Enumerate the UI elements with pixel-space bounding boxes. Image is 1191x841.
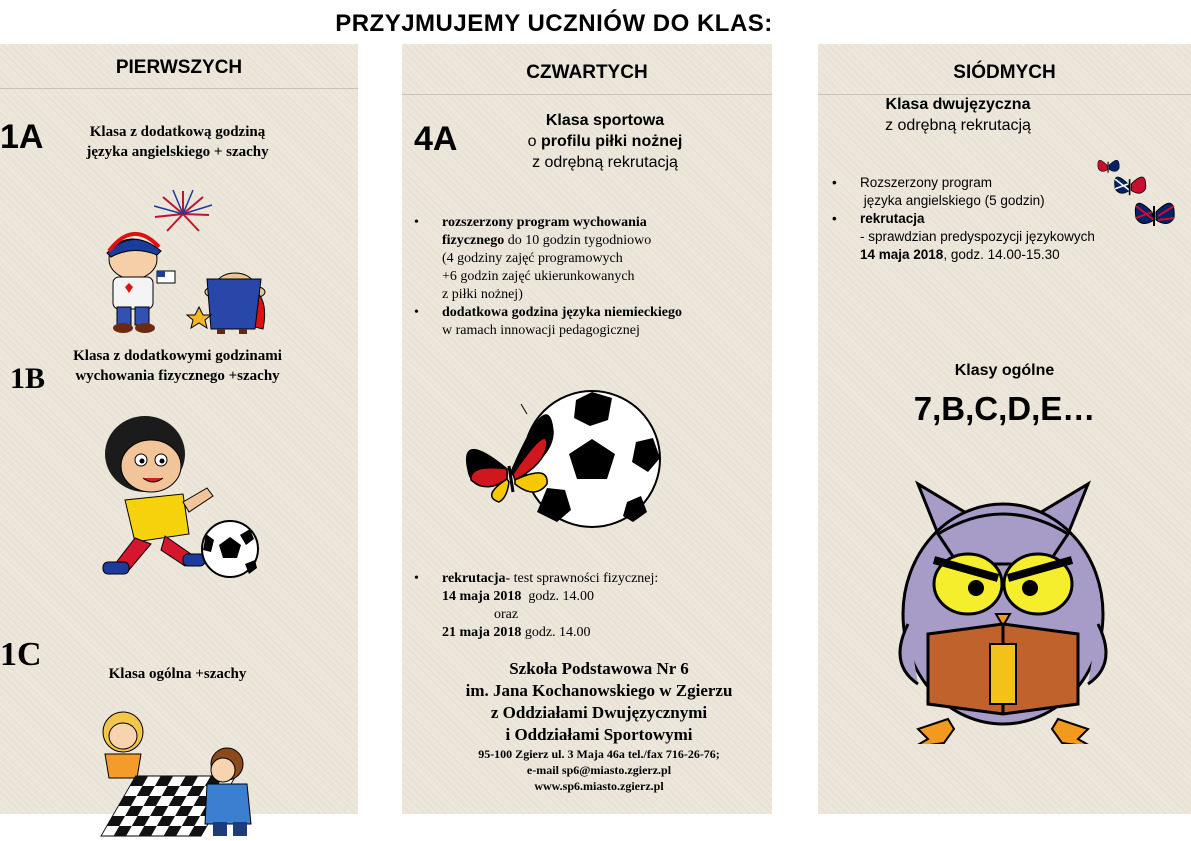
column-first-grade: [0, 44, 358, 814]
column-heading: SIÓDMYCH: [818, 44, 1191, 95]
title-prefix: o: [527, 133, 541, 150]
class-code-4a: 4A: [414, 120, 458, 158]
feature-bold: 14 maja 2018: [860, 247, 944, 262]
class-1a-desc-line: Klasa z dodatkową godziną: [89, 124, 266, 140]
school-address: 95-100 Zgierz ul. 3 Maja 46a tel./fax 716-26-76;: [478, 747, 720, 761]
recruitment-date: 14 maja 2018: [442, 589, 522, 604]
feature-bold: dodatkowa godzina języka niemieckiego: [442, 305, 682, 320]
feature-text: do 10 godzin tygodniowo: [504, 233, 652, 248]
list-item: [410, 570, 760, 642]
class-7-title: [858, 94, 1058, 136]
column-fourth-grade: [402, 44, 772, 814]
feature-text: z piłki nożnej): [442, 287, 523, 302]
class-1b-desc-line: Klasa z dodatkowymi godzinami: [73, 348, 282, 364]
column-heading: CZWARTYCH: [402, 44, 772, 95]
title-bold: profilu piłki nożnej: [541, 133, 683, 150]
recruitment-text: - test sprawności fizycznej:: [505, 571, 659, 586]
feature-bold: rekrutacja: [860, 211, 925, 226]
column-heading: PIERWSZYCH: [0, 44, 358, 89]
school-name-line: i Oddziałami Sportowymi: [505, 725, 693, 744]
recruitment-date: 21 maja 2018: [442, 625, 522, 640]
school-website: www.sp6.miasto.zgierz.pl: [534, 779, 664, 793]
american-kids-image: [95, 189, 275, 334]
class-code-1c: 1C: [0, 636, 42, 673]
school-name-line: im. Jana Kochanowskiego w Zgierzu: [465, 681, 733, 700]
class-4a-title-line: z odrębną rekrutacją: [532, 154, 678, 171]
butterfly: [467, 415, 553, 502]
feature-text: języka angielskiego (5 godzin): [860, 193, 1045, 208]
general-classes-title: Klasy ogólne: [954, 362, 1055, 379]
class-4a-recruitment: [410, 570, 760, 642]
school-name-line: z Oddziałami Dwujęzycznymi: [490, 703, 708, 722]
class-4a-title-line: Klasa sportowa: [545, 112, 665, 129]
feature-text: • Rozszerzony program: [860, 175, 993, 190]
class-1b-desc-line: wychowania fizycznego +szachy: [75, 368, 280, 384]
feature-text: - sprawdzian predyspozycji językowych: [860, 229, 1095, 244]
recruitment-text: oraz: [494, 607, 519, 622]
football-boy-image: [95, 404, 265, 584]
feature-text: , godz. 14.00-15.30: [943, 247, 1060, 262]
feature-bold: rozszerzony program wychowania: [442, 215, 647, 230]
school-name-line: Szkoła Podstawowa Nr 6: [509, 659, 689, 678]
list-item: [410, 214, 760, 304]
feature-text: (4 godziny zajęć programowych: [442, 251, 623, 266]
class-7-title-line: Klasa dwujęzyczna: [885, 96, 1031, 113]
recruitment-bold: rekrutacja: [442, 571, 506, 586]
feature-text: +6 godzin zajęć ukierunkowanych: [442, 269, 635, 284]
class-1c-description: Klasa ogólna +szachy: [108, 666, 247, 682]
feature-bold: fizycznego: [442, 233, 505, 248]
feature-text: w ramach innowacji pedagogicznej: [442, 323, 640, 338]
class-1a-desc-line: języka angielskiego + szachy: [86, 144, 269, 160]
reading-owl-image: [878, 474, 1128, 744]
chess-kids-image: [95, 706, 265, 841]
school-email: e-mail sp6@miasto.zgierz.pl: [526, 763, 672, 777]
class-7-title-line: z odrębną rekrutacją: [885, 117, 1031, 134]
recruitment-time: godz. 14.00: [521, 589, 595, 604]
school-info: [402, 658, 796, 794]
class-1b-description: [50, 346, 305, 386]
list-item: [410, 304, 760, 340]
column-seventh-grade: [818, 44, 1191, 814]
page-title: PRZYJMUJEMY UCZNIÓW DO KLAS:: [335, 10, 773, 37]
general-classes-list: 7,B,C,D,E…: [913, 390, 1096, 427]
class-4a-title: [490, 110, 720, 173]
german-butterfly-soccer-image: [457, 384, 677, 544]
class-4a-features: [410, 214, 760, 340]
uk-butterflies-image: [1096, 154, 1176, 244]
recruitment-time: godz. 14.00: [521, 625, 591, 640]
class-code-1b: 1B: [10, 362, 46, 395]
class-4a-title-line: [490, 131, 720, 152]
class-1a-description: [55, 122, 300, 162]
class-code-1a: 1A: [0, 118, 44, 156]
